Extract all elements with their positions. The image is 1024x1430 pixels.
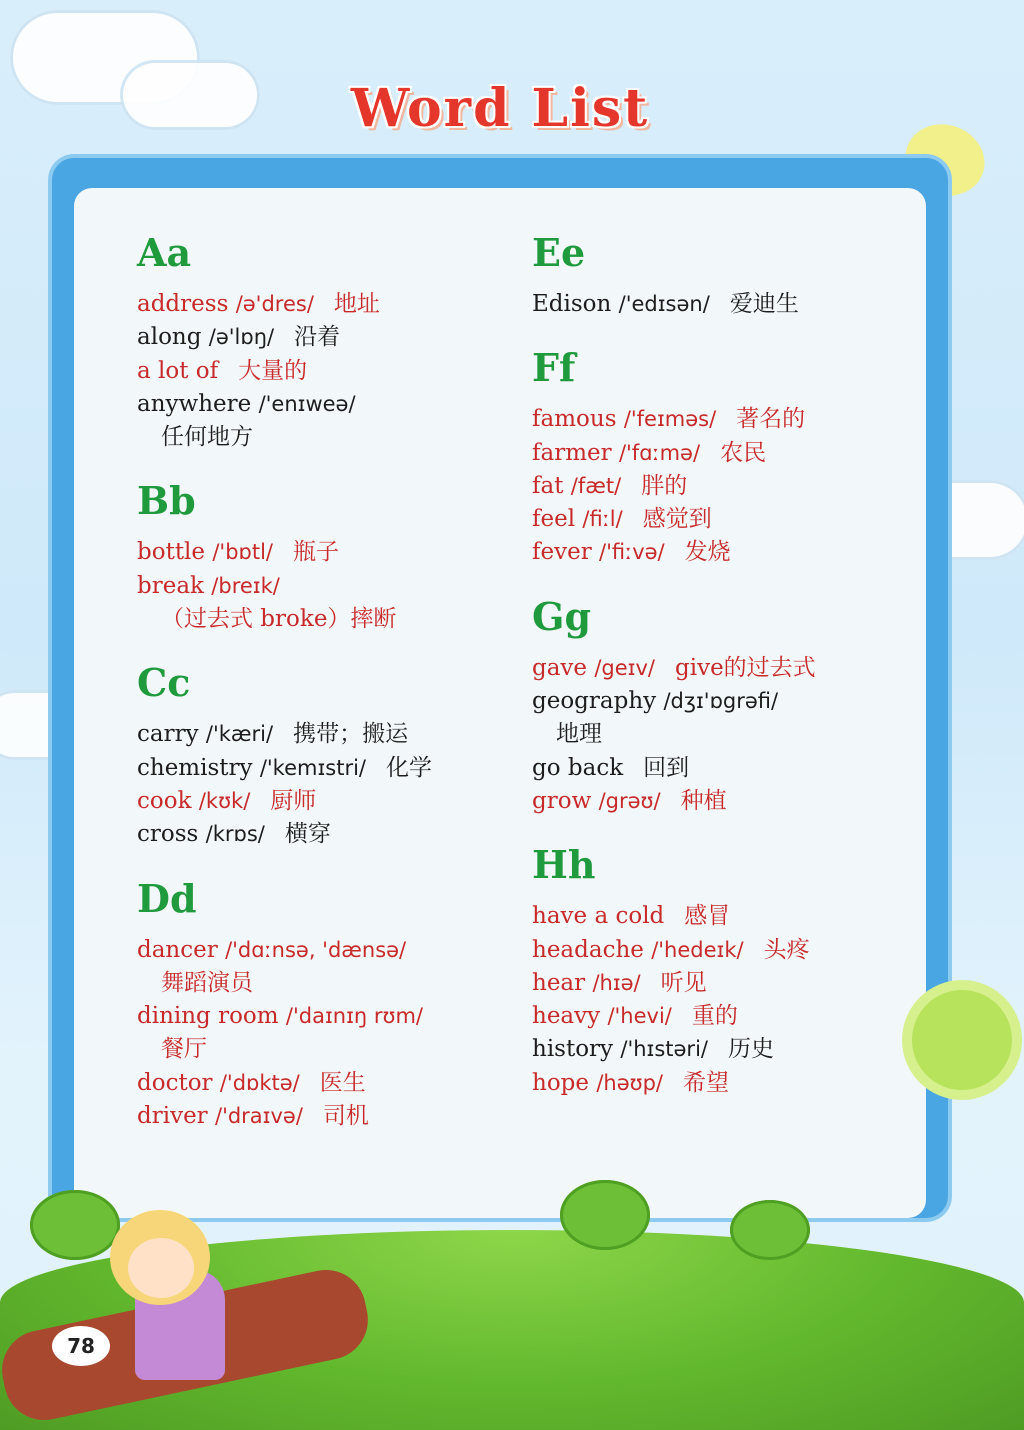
word-entry	[532, 503, 922, 536]
section-gap	[137, 852, 527, 874]
word-entry	[137, 752, 527, 785]
page-title: Word List	[350, 78, 650, 139]
letter-heading: Ff	[532, 345, 576, 391]
word-entry	[532, 652, 922, 685]
entry-phonetic: /'draɪvə/	[215, 1104, 303, 1129]
sun-icon	[912, 990, 1012, 1090]
word-entry	[137, 321, 527, 354]
entry-word: gave	[532, 654, 588, 681]
section-gap	[137, 636, 527, 658]
entry-translation: 横穿	[284, 821, 331, 848]
entry-word: bottle	[137, 539, 206, 566]
entry-phonetic: /'hedeɪk/	[651, 937, 744, 962]
word-entry	[137, 355, 527, 388]
entry-translation: 胖的	[641, 472, 688, 499]
word-entry	[137, 818, 527, 851]
entry-word: carry	[137, 721, 199, 748]
word-entry	[532, 785, 922, 818]
word-entry	[532, 437, 922, 470]
word-entry	[137, 934, 527, 1001]
entry-phonetic: /'dɒktə/	[219, 1070, 300, 1095]
word-entry	[532, 900, 922, 933]
word-entry	[137, 536, 527, 569]
entry-word: history	[532, 1036, 614, 1063]
tree-icon	[560, 1180, 650, 1250]
girl-face	[128, 1238, 194, 1298]
entry-phonetic: /hɪə/	[592, 970, 641, 995]
entry-word: heavy	[532, 1003, 601, 1030]
entry-translation: 任何地方	[161, 424, 253, 451]
letter-heading: Dd	[137, 875, 197, 921]
entry-translation: 感冒	[684, 903, 731, 930]
entry-phonetic: /krɒs/	[205, 822, 265, 847]
entry-word: famous	[532, 406, 617, 433]
letter-heading: Ee	[532, 230, 586, 275]
letter-heading: Bb	[137, 478, 196, 524]
entry-word: fever	[532, 539, 592, 566]
letter-heading: Cc	[137, 660, 191, 706]
entry-translation: 种植	[680, 787, 727, 814]
entry-word: farmer	[532, 439, 612, 466]
word-entry	[532, 685, 922, 752]
word-entry	[137, 288, 527, 321]
entry-phonetic: /'hevi/	[607, 1004, 672, 1029]
entry-phonetic: /'bɒtl/	[212, 540, 273, 565]
entry-word: break	[137, 572, 204, 599]
entry-translation: 重的	[691, 1003, 738, 1030]
entry-translation: 厨师	[270, 787, 317, 814]
entry-phonetic: /həʊp/	[596, 1070, 663, 1095]
entry-translation: 大量的	[238, 357, 308, 384]
entry-translation: 头疼	[763, 936, 810, 963]
entry-phonetic: /kʊk/	[198, 788, 251, 813]
entry-phonetic: /'dɑːnsə, 'dænsə/	[225, 937, 407, 962]
entry-translation: 感觉到	[642, 506, 712, 533]
section-gap	[532, 818, 922, 840]
word-entry	[137, 1100, 527, 1133]
entry-word: geography	[532, 688, 657, 715]
entry-word: anywhere	[137, 390, 252, 417]
entry-translation: （过去式 broke）摔断	[161, 606, 397, 633]
word-entry	[532, 1000, 922, 1033]
section-gap	[137, 454, 527, 476]
entry-phonetic: /grəʊ/	[598, 788, 661, 813]
entry-word: go back	[532, 754, 624, 781]
entry-phonetic: /'fiːvə/	[599, 540, 665, 565]
entry-translation: 爱迪生	[729, 291, 799, 317]
word-entry	[532, 403, 922, 436]
left-column	[137, 228, 527, 1133]
entry-translation: 回到	[643, 754, 690, 781]
entry-translation: 著名的	[736, 406, 806, 433]
entry-phonetic: /'daɪnɪŋ rʊm/	[285, 1004, 423, 1029]
entry-phonetic: /'enɪweə/	[258, 391, 356, 416]
entry-word: dining room	[137, 1003, 279, 1030]
entry-word: fat	[532, 472, 564, 499]
entry-word: hope	[532, 1069, 589, 1096]
entry-word: driver	[137, 1103, 208, 1130]
word-entry	[532, 536, 922, 569]
word-entry	[137, 388, 527, 455]
entry-word: feel	[532, 506, 576, 533]
entry-translation: 携带；搬运	[293, 721, 409, 748]
word-entry	[137, 785, 527, 818]
word-entry	[532, 288, 922, 321]
entry-word: grow	[532, 787, 592, 814]
entry-translation: 化学	[386, 754, 432, 781]
word-entry	[532, 470, 922, 503]
entry-phonetic: /fiːl/	[582, 507, 623, 532]
entry-word: a lot of	[137, 357, 219, 384]
entry-translation: 地址	[333, 291, 380, 317]
entry-word: headache	[532, 936, 644, 963]
entry-translation: 医生	[319, 1069, 366, 1096]
entry-phonetic: /ə'dres/	[235, 292, 314, 316]
entry-phonetic: /ə'lɒŋ/	[208, 325, 275, 350]
entry-word: chemistry	[137, 754, 253, 781]
word-entry	[532, 967, 922, 1000]
entry-translation: 司机	[322, 1103, 369, 1130]
entry-word: hear	[532, 969, 586, 996]
word-entry	[137, 718, 527, 751]
tree-icon	[730, 1200, 810, 1260]
letter-heading: Gg	[532, 593, 592, 639]
word-entry	[532, 752, 922, 785]
entry-word: doctor	[137, 1069, 213, 1096]
right-column	[532, 228, 922, 1100]
word-entry	[137, 1000, 527, 1067]
entry-translation: 希望	[683, 1069, 729, 1096]
entry-phonetic: /'edɪsən/	[618, 292, 710, 316]
entry-translation: 农民	[720, 439, 767, 466]
entry-phonetic: /breɪk/	[211, 573, 280, 598]
page-number: 78	[52, 1326, 110, 1366]
tree-icon	[30, 1190, 120, 1260]
word-entry	[137, 1067, 527, 1100]
entry-phonetic: /'kemɪstri/	[259, 755, 366, 780]
entry-phonetic: /'fɑːmə/	[618, 440, 701, 465]
section-gap	[532, 321, 922, 343]
entry-phonetic: /fæt/	[570, 473, 622, 498]
word-entry	[532, 1067, 922, 1100]
word-entry	[532, 934, 922, 967]
entry-translation: 餐厅	[161, 1036, 207, 1063]
section-gap	[532, 570, 922, 592]
letter-heading: Hh	[532, 842, 596, 888]
entry-translation: 地理	[556, 721, 602, 748]
entry-phonetic: /'kæri/	[205, 722, 274, 747]
entry-word: cross	[137, 821, 199, 848]
entry-phonetic: /'feɪməs/	[623, 407, 717, 432]
entry-translation: give的过去式	[675, 654, 816, 681]
entry-phonetic: /dʒɪ'ɒgrəfi/	[663, 689, 779, 714]
entry-word: have a cold	[532, 903, 665, 930]
entry-phonetic: /geɪv/	[594, 655, 655, 680]
entry-translation: 瓶子	[293, 539, 339, 566]
entry-word: Edison	[532, 291, 612, 317]
entry-translation: 历史	[727, 1036, 774, 1063]
entry-word: dancer	[137, 936, 218, 963]
entry-translation: 发烧	[684, 539, 731, 566]
entry-translation: 沿着	[294, 324, 341, 351]
word-entry	[532, 1033, 922, 1066]
entry-translation: 听见	[660, 969, 707, 996]
word-entry	[137, 570, 527, 637]
entry-word: cook	[137, 787, 192, 814]
entry-phonetic: /'hɪstəri/	[620, 1037, 708, 1062]
entry-word: along	[137, 324, 202, 351]
entry-word: address	[137, 291, 229, 317]
letter-heading: Aa	[137, 230, 192, 275]
entry-translation: 舞蹈演员	[161, 969, 253, 996]
